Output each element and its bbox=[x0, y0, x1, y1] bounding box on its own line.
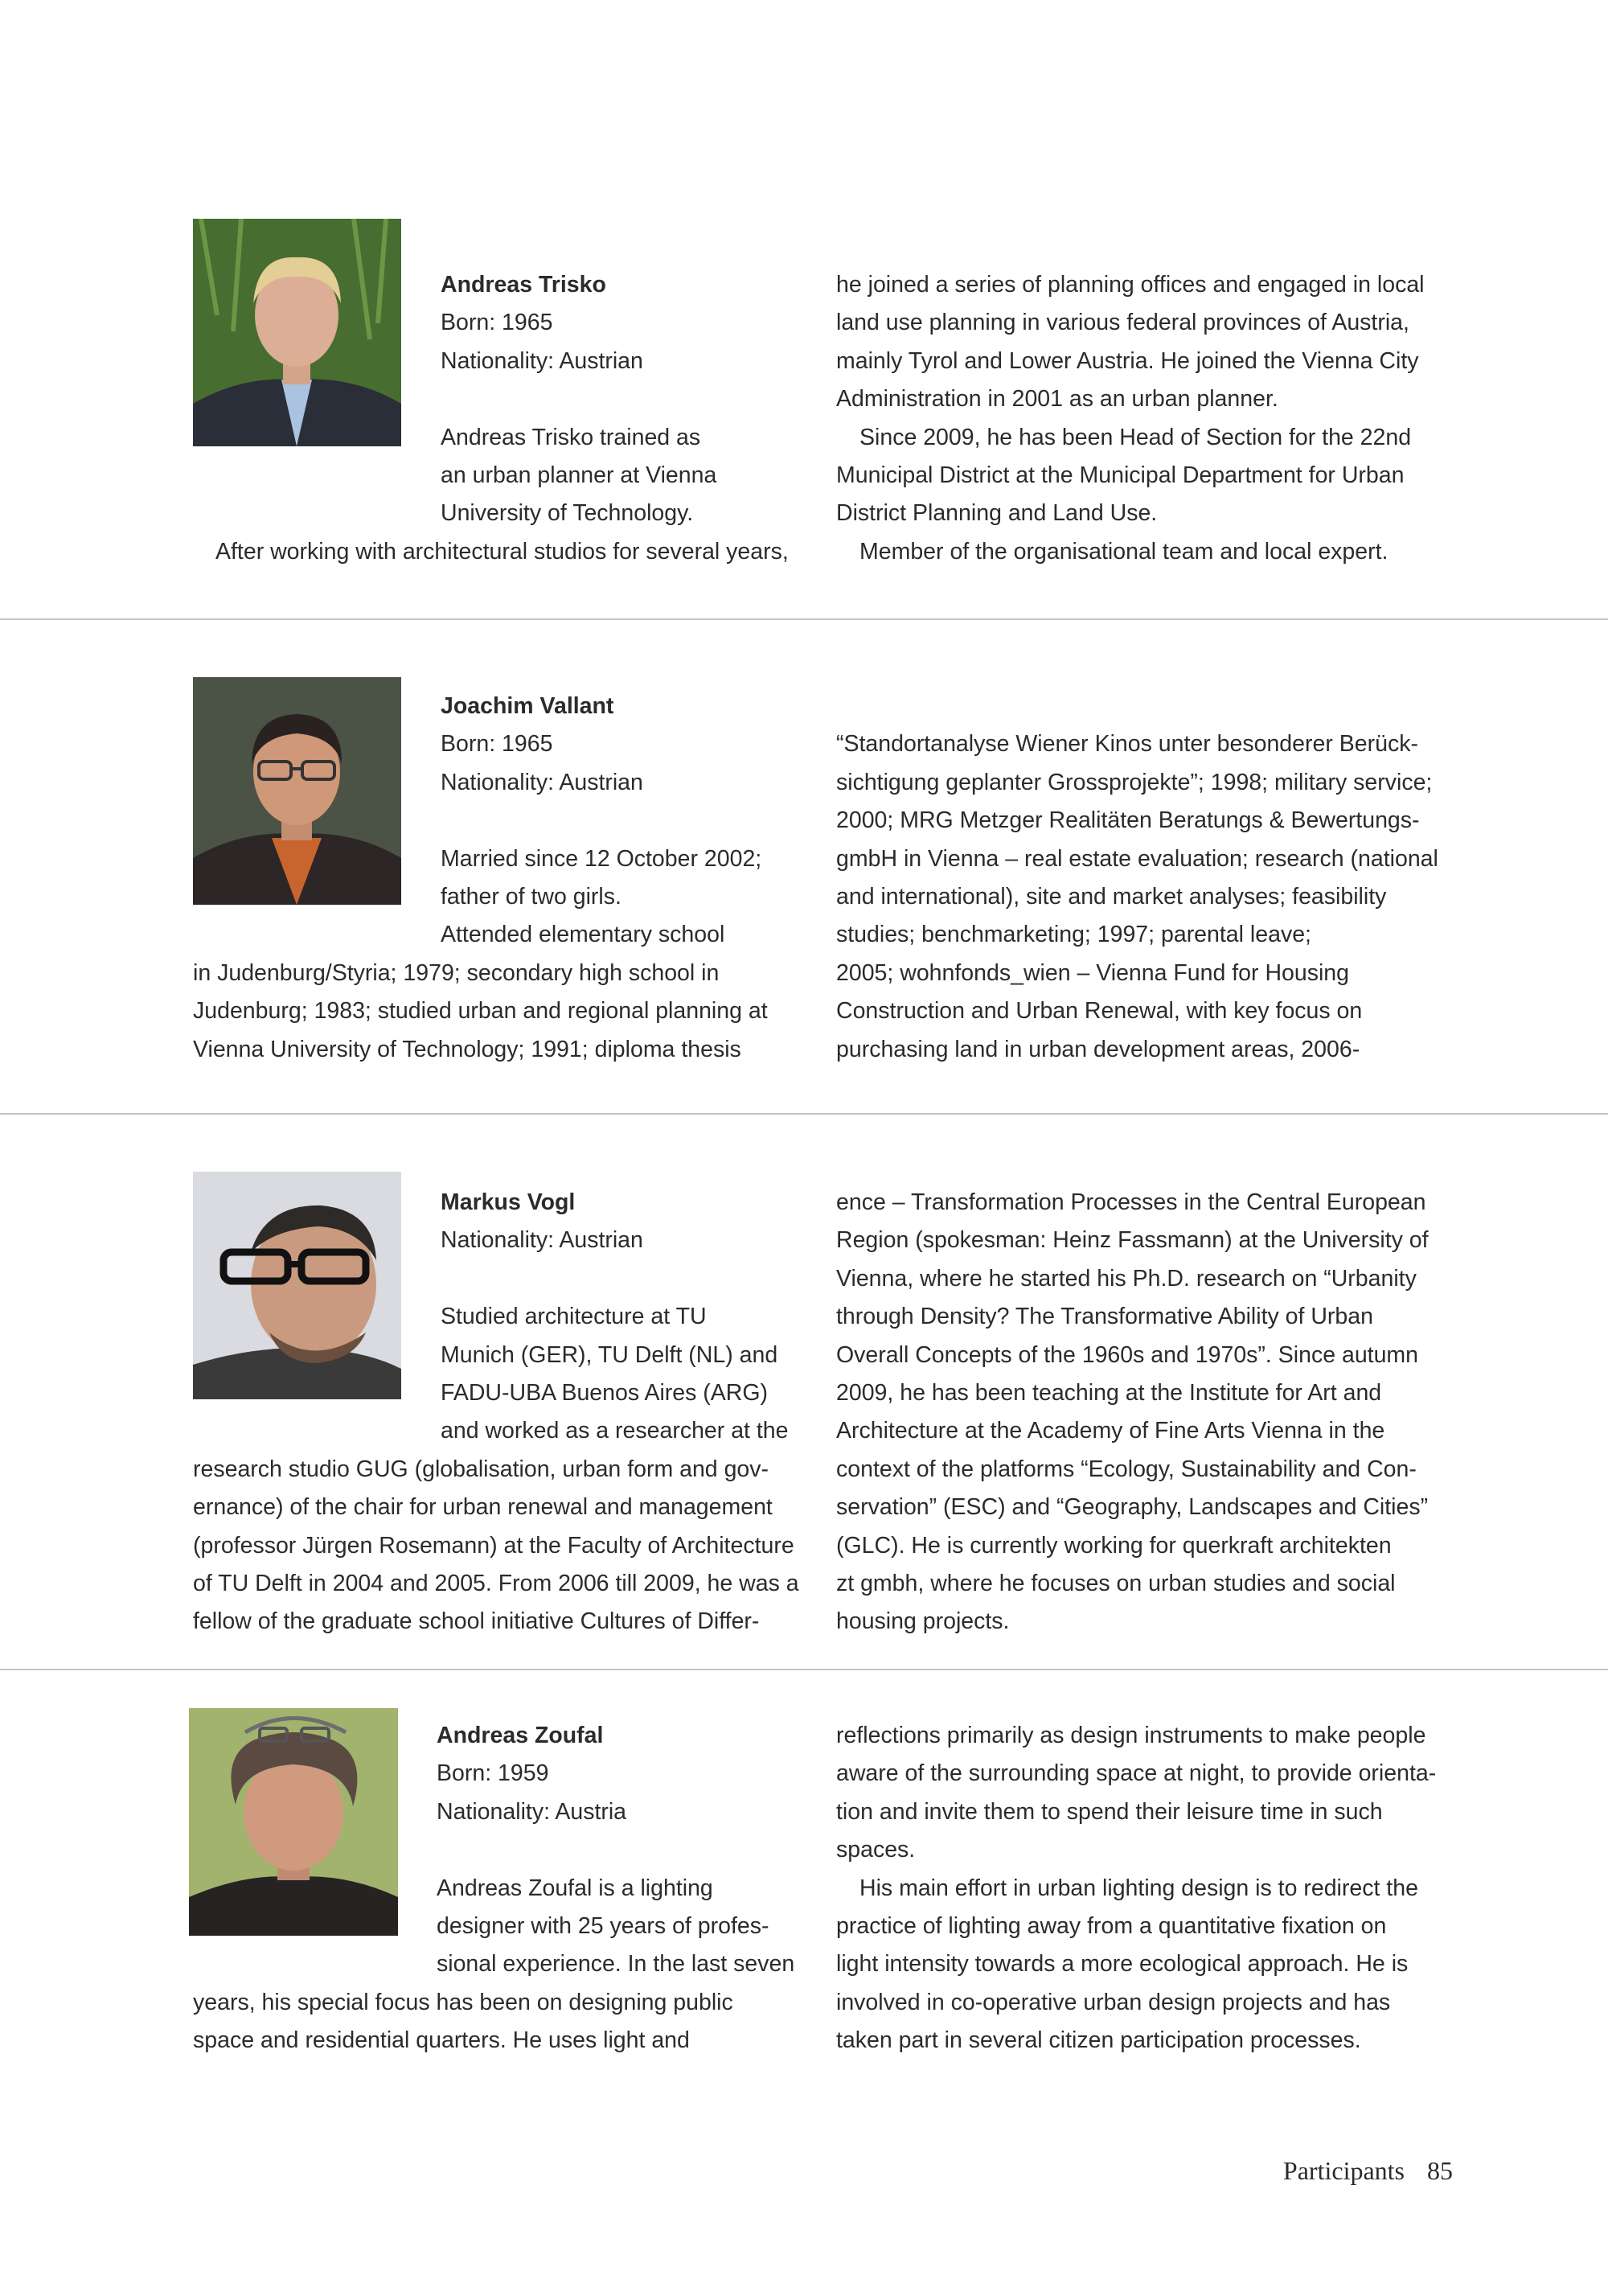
bio-line: reflections primarily as design instruments to make people bbox=[836, 1723, 1426, 1748]
bio-line: sional experience. In the last seven bbox=[437, 1951, 795, 1978]
bio-line: fellow of the graduate school initiative Cultures of Differ- bbox=[193, 1608, 760, 1635]
bio-line: ence – Transformation Processes in the Central European bbox=[836, 1189, 1426, 1215]
bio-line: light intensity towards a more ecological approach. He is bbox=[836, 1951, 1409, 1978]
bio-line: designer with 25 years of profes- bbox=[437, 1913, 769, 1939]
bio-line: research studio GUG (globalisation, urban form and gov- bbox=[193, 1456, 769, 1482]
born-line: Born: 1959 bbox=[437, 1760, 549, 1787]
bio-line: an urban planner at Vienna bbox=[441, 462, 717, 488]
bio-line: mainly Tyrol and Lower Austria. He joined the Vienna City bbox=[836, 347, 1419, 374]
bio-line: Vienna, where he started his Ph.D. research on “Urbanity bbox=[836, 1265, 1417, 1292]
bio-line: space and residential quarters. He uses light and bbox=[193, 2027, 690, 2054]
bio-line: practice of lighting away from a quantitative fixation on bbox=[836, 1913, 1387, 1939]
footer-section-title: Participants bbox=[1282, 2156, 1405, 2185]
nationality-line: Nationality: Austria bbox=[437, 1798, 627, 1825]
bio-line: involved in co-operative urban design projects and has bbox=[836, 1989, 1391, 2015]
bio-line: 2009, he has been teaching at the Institute for Art and bbox=[836, 1380, 1382, 1406]
page-footer bbox=[1283, 2156, 1453, 2186]
bio-line: in Judenburg/Styria; 1979; secondary high school in bbox=[193, 959, 720, 986]
bio-line: Since 2009, he has been Head of Section for the 22nd bbox=[859, 424, 1412, 450]
bio-line: land use planning in various federal provinces of Austria, bbox=[836, 310, 1409, 336]
bio-line: housing projects. bbox=[836, 1608, 1010, 1635]
participant-name: Joachim Vallant bbox=[441, 693, 614, 719]
bio-line: spaces. bbox=[836, 1837, 916, 1863]
section-divider bbox=[0, 1113, 1608, 1115]
page-number: 85 bbox=[1427, 2156, 1453, 2185]
bio-line: and worked as a researcher at the bbox=[441, 1418, 789, 1444]
bio-line: zt gmbh, where he focuses on urban studies and social bbox=[836, 1571, 1396, 1596]
bio-line: sichtigung geplanter Grossprojekte”; 1998; military service; bbox=[836, 769, 1433, 795]
born-line: Born: 1965 bbox=[441, 731, 553, 758]
bio-line: Overall Concepts of the 1960s and 1970s”. Since autumn bbox=[836, 1341, 1419, 1368]
bio-line: (GLC). He is currently working for querkraft architekten bbox=[836, 1532, 1392, 1559]
bio-line: Studied architecture at TU bbox=[441, 1304, 707, 1330]
bio-line: studies; benchmarketing; 1997; parental leave; bbox=[836, 922, 1311, 948]
portrait-photo-vallant bbox=[193, 677, 401, 905]
bio-line: servation” (ESC) and “Geography, Landscapes and Cities” bbox=[836, 1494, 1429, 1521]
bio-line: Andreas Zoufal is a lighting bbox=[437, 1875, 713, 1901]
bio-line: “Standortanalyse Wiener Kinos unter besonderer Berück- bbox=[836, 731, 1418, 758]
born-line: Born: 1965 bbox=[441, 310, 553, 336]
bio-line: Municipal District at the Municipal Department for Urban bbox=[836, 462, 1405, 488]
bio-line: His main effort in urban lighting design is to redirect the bbox=[859, 1875, 1418, 1901]
bio-line: Architecture at the Academy of Fine Arts Vienna in the bbox=[836, 1418, 1385, 1444]
bio-line: After working with architectural studios for several years, bbox=[215, 538, 789, 565]
bio-line: Attended elementary school bbox=[441, 922, 725, 948]
participant-name: Andreas Zoufal bbox=[437, 1723, 604, 1748]
bio-line: Munich (GER), TU Delft (NL) and bbox=[441, 1341, 778, 1368]
bio-line: Administration in 2001 as an urban planner. bbox=[836, 386, 1278, 413]
bio-line: aware of the surrounding space at night, to provide orienta- bbox=[836, 1760, 1437, 1787]
bio-line: Married since 12 October 2002; bbox=[441, 845, 762, 872]
bio-line: Vienna University of Technology; 1991; diploma thesis bbox=[193, 1036, 741, 1062]
bio-line: through Density? The Transformative Ability of Urban bbox=[836, 1304, 1373, 1330]
portrait-photo-zoufal bbox=[189, 1708, 398, 1936]
bio-line: Construction and Urban Renewal, with key focus on bbox=[836, 998, 1363, 1025]
bio-line: Region (spokesman: Heinz Fassmann) at the University of bbox=[836, 1227, 1429, 1254]
bio-line: purchasing land in urban development areas, 2006- bbox=[836, 1036, 1360, 1062]
nationality-line: Nationality: Austrian bbox=[441, 1227, 643, 1254]
bio-line: 2000; MRG Metzger Realitäten Beratungs & Bewertungs- bbox=[836, 807, 1420, 834]
bio-line: tion and invite them to spend their leisure time in such bbox=[836, 1798, 1383, 1825]
portrait-photo-trisko bbox=[193, 219, 401, 446]
bio-line: and international), site and market analyses; feasibility bbox=[836, 884, 1387, 910]
bio-line: Judenburg; 1983; studied urban and regional planning at bbox=[193, 998, 768, 1025]
bio-line: father of two girls. bbox=[441, 884, 621, 910]
participant-name: Andreas Trisko bbox=[441, 272, 606, 298]
bio-line: University of Technology. bbox=[441, 500, 694, 527]
bio-line: 2005; wohnfonds_wien – Vienna Fund for Housing bbox=[836, 959, 1350, 986]
bio-line: Member of the organisational team and local expert. bbox=[859, 538, 1389, 565]
nationality-line: Nationality: Austrian bbox=[441, 347, 643, 374]
bio-line: gmbH in Vienna – real estate evaluation; research (national bbox=[836, 845, 1438, 872]
bio-line: years, his special focus has been on designing public bbox=[193, 1989, 733, 2015]
bio-line: of TU Delft in 2004 and 2005. From 2006 till 2009, he was a bbox=[193, 1571, 799, 1596]
bio-line: Andreas Trisko trained as bbox=[441, 424, 701, 450]
participant-name: Markus Vogl bbox=[441, 1189, 576, 1215]
bio-line: context of the platforms “Ecology, Sustainability and Con- bbox=[836, 1456, 1417, 1482]
portrait-photo-vogl bbox=[193, 1172, 401, 1399]
bio-line: he joined a series of planning offices and engaged in local bbox=[836, 272, 1425, 298]
section-divider bbox=[0, 618, 1608, 620]
bio-line: taken part in several citizen participation processes. bbox=[836, 2027, 1361, 2054]
bio-line: ernance) of the chair for urban renewal and management bbox=[193, 1494, 773, 1521]
bio-line: District Planning and Land Use. bbox=[836, 500, 1158, 527]
bio-line: (professor Jürgen Rosemann) at the Faculty of Architecture bbox=[193, 1532, 794, 1559]
bio-line: FADU-UBA Buenos Aires (ARG) bbox=[441, 1380, 769, 1406]
nationality-line: Nationality: Austrian bbox=[441, 769, 643, 795]
section-divider bbox=[0, 1669, 1608, 1670]
